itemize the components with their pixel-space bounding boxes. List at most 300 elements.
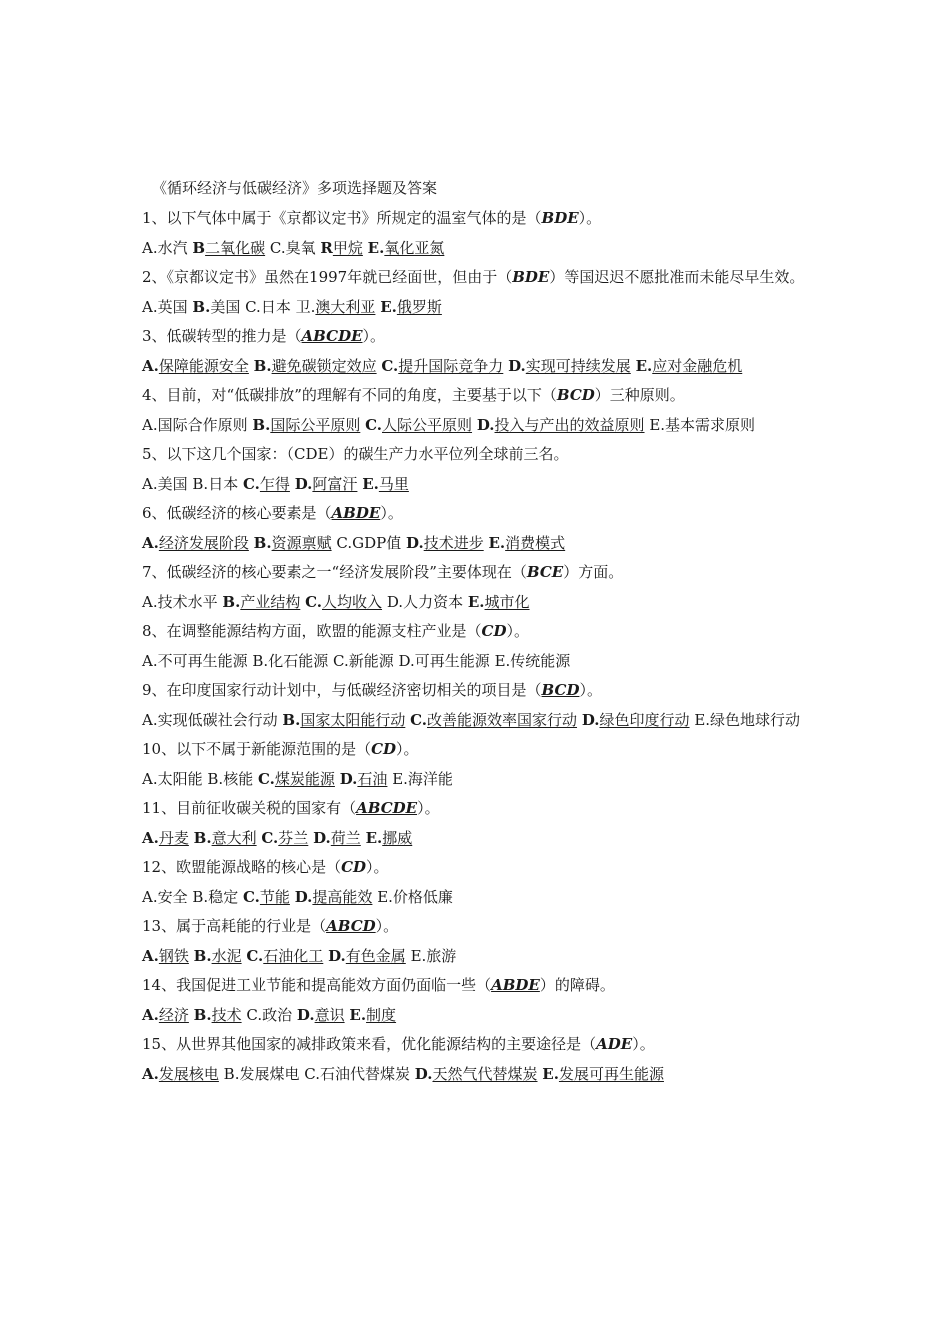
- options-row: [142, 471, 812, 497]
- option-text: 消费模式: [505, 534, 566, 552]
- option-text: 化石能源: [268, 652, 329, 670]
- question-3: [142, 323, 812, 349]
- option-text: 海洋能: [407, 770, 453, 788]
- option-text: 资源禀赋: [271, 534, 332, 552]
- option-item: [192, 888, 238, 906]
- option-item: [415, 1065, 538, 1083]
- option-letter: C.: [365, 416, 383, 434]
- option-letter: A.: [142, 239, 158, 257]
- question-text: 14、我国促进工业节能和提高能效方面仍面临一些（: [142, 976, 492, 994]
- option-text: 绿色地球行动: [710, 711, 801, 729]
- option-text: 日本: [208, 475, 239, 493]
- question-list: [142, 205, 812, 1087]
- option-text: 发展核电: [158, 1065, 219, 1083]
- option-item: [258, 770, 335, 788]
- option-item: [243, 888, 290, 906]
- option-letter: B.: [192, 888, 209, 906]
- option-item: [305, 593, 382, 611]
- option-item: [142, 829, 189, 847]
- option-item: [377, 888, 453, 906]
- question-7: [142, 559, 812, 585]
- option-letter: A.: [142, 298, 158, 316]
- option-item: [340, 770, 388, 788]
- option-letter: C.: [261, 829, 279, 847]
- option-text: 绿色印度行动: [599, 711, 690, 729]
- option-text: 安全: [157, 888, 188, 906]
- option-item: [194, 947, 242, 965]
- option-text: 实现可持续发展: [525, 357, 631, 375]
- option-letter: A.: [142, 1065, 159, 1083]
- option-letter: A.: [142, 534, 159, 552]
- option-letter: B.: [223, 1065, 240, 1083]
- option-text: 传统能源: [510, 652, 571, 670]
- option-text: 制度: [366, 1006, 397, 1024]
- option-item: [477, 416, 645, 434]
- option-item: [399, 652, 490, 670]
- option-text: 人际公平原则: [382, 416, 473, 434]
- option-text: 荷兰: [330, 829, 361, 847]
- option-text: 提升国际竞争力: [398, 357, 504, 375]
- option-text: 石油化工: [263, 947, 324, 965]
- option-text: 核能: [223, 770, 254, 788]
- option-letter: B.: [192, 475, 209, 493]
- option-letter: E.: [377, 888, 393, 906]
- option-letter: R: [320, 239, 333, 257]
- option-text: 意识: [314, 1006, 345, 1024]
- option-item: [254, 357, 377, 375]
- option-letter: E.: [380, 298, 397, 316]
- option-text: 挪威: [382, 829, 413, 847]
- question-text-end: ）等国迟迟不愿批准而未能尽早生效。: [549, 268, 805, 286]
- option-text: 芬兰: [278, 829, 309, 847]
- option-text: 天然气代替煤炭: [432, 1065, 538, 1083]
- option-letter: C.: [381, 357, 399, 375]
- options-row: [142, 884, 812, 910]
- question-text-end: ）。: [417, 799, 440, 817]
- option-item: [142, 475, 188, 493]
- question-text: 9、在印度国家行动计划中，与低碳经济密切相关的项目是（: [142, 681, 542, 699]
- question-text-end: ）的碳生产力水平位列全球前三名。: [328, 445, 569, 463]
- option-text: 提高能效: [312, 888, 373, 906]
- option-text: 城市化: [484, 593, 530, 611]
- answer-key: CD: [371, 740, 397, 758]
- option-item: [495, 652, 571, 670]
- option-letter: E.: [494, 652, 511, 670]
- answer-key: BCD: [541, 681, 580, 699]
- option-letter: C.: [333, 652, 349, 670]
- question-text-end: ）的障碍。: [539, 976, 615, 994]
- option-letter: A.: [142, 1006, 159, 1024]
- option-item: [142, 298, 188, 316]
- question-10: [142, 736, 812, 762]
- option-letter: C.: [243, 888, 260, 906]
- option-text: 政治: [262, 1006, 293, 1024]
- option-text: 实现低碳社会行动: [157, 711, 278, 729]
- option-item: [296, 298, 376, 316]
- option-item: [245, 298, 291, 316]
- option-item: [488, 534, 565, 552]
- option-text: 技术: [211, 1006, 242, 1024]
- option-text: 石油: [357, 770, 388, 788]
- option-item: [333, 652, 394, 670]
- option-text: 有色金属: [345, 947, 406, 965]
- option-letter: A.: [142, 416, 158, 434]
- question-6: [142, 500, 812, 526]
- answer-key: CD: [341, 858, 367, 876]
- option-letter: D.: [508, 357, 526, 375]
- option-text: 基本需求原则: [665, 416, 756, 434]
- answer-key: ABDE: [491, 976, 540, 994]
- option-text: 可再生能源: [414, 652, 490, 670]
- option-text: 石油代替煤炭: [319, 1065, 410, 1083]
- question-1: [142, 205, 812, 231]
- options-row: [142, 943, 812, 969]
- options-row: [142, 766, 812, 792]
- option-item: [508, 357, 631, 375]
- question-2: [142, 264, 812, 290]
- option-letter: C.: [245, 298, 261, 316]
- option-item: [349, 1006, 396, 1024]
- options-row: [142, 294, 812, 320]
- option-item: [649, 416, 755, 434]
- option-item: [582, 711, 690, 729]
- option-letter: B.: [252, 416, 271, 434]
- option-letter: A.: [142, 357, 159, 375]
- option-text: 丹麦: [158, 829, 189, 847]
- option-item: [336, 534, 401, 552]
- options-row: [142, 353, 812, 379]
- option-item: [410, 711, 577, 729]
- option-letter: C.: [246, 947, 264, 965]
- option-letter: D.: [414, 1065, 433, 1083]
- option-letter: E.: [694, 711, 711, 729]
- option-text: 国际公平原则: [270, 416, 361, 434]
- option-text: 甲烷: [332, 239, 363, 257]
- option-letter: A.: [142, 947, 159, 965]
- option-item: [192, 239, 265, 257]
- option-letter: C.: [410, 711, 428, 729]
- option-item: [142, 239, 188, 257]
- document-title: 《循环经济与低碳经济》多项选择题及答案: [152, 179, 438, 197]
- option-letter: B.: [253, 534, 272, 552]
- option-item: [192, 298, 240, 316]
- question-8: [142, 618, 812, 644]
- option-letter: D.: [405, 534, 424, 552]
- option-item: [246, 1006, 292, 1024]
- option-letter: B.: [193, 829, 212, 847]
- option-text: 英国: [157, 298, 188, 316]
- option-letter: D.: [328, 947, 346, 965]
- option-item: [542, 1065, 664, 1083]
- options-row: [142, 589, 812, 615]
- option-letter: D.: [339, 770, 358, 788]
- question-9: [142, 677, 812, 703]
- question-text-end: ）方面。: [563, 563, 624, 581]
- option-letter: A.: [142, 888, 158, 906]
- question-text-end: ）。: [366, 858, 389, 876]
- option-item: [142, 357, 249, 375]
- option-text: 经济发展阶段: [158, 534, 249, 552]
- option-letter: B.: [193, 947, 212, 965]
- answer-key: ADE: [596, 1035, 633, 1053]
- option-letter: D.: [386, 593, 404, 611]
- option-letter: A.: [142, 711, 158, 729]
- option-item: [362, 475, 409, 493]
- option-letter: D.: [313, 829, 331, 847]
- option-text: 国家太阳能行动: [300, 711, 406, 729]
- option-text: 国际合作原则: [157, 416, 248, 434]
- option-item: [224, 1065, 300, 1083]
- question-5: [142, 441, 812, 467]
- option-text: 不可再生能源: [157, 652, 248, 670]
- question-text: 12、欧盟能源战略的核心是（: [142, 858, 342, 876]
- answer-key: BDE: [541, 209, 579, 227]
- question-text: 15、从世界其他国家的减排政策来看，优化能源结构的主要途径是（: [142, 1035, 597, 1053]
- options-row: [142, 707, 812, 733]
- option-text: 钢铁: [158, 947, 189, 965]
- question-13: [142, 913, 812, 939]
- question-text: 6、低碳经济的核心要素是（: [142, 504, 332, 522]
- option-text: 乍得: [259, 475, 290, 493]
- question-text: 7、低碳经济的核心要素之一“经济发展阶段”主要体现在（: [142, 563, 527, 581]
- option-text: 节能: [259, 888, 290, 906]
- option-text: 技术水平: [157, 593, 218, 611]
- option-letter: E.: [392, 770, 408, 788]
- question-text: 8、在调整能源结构方面，欧盟的能源支柱产业是（: [142, 622, 482, 640]
- option-letter: E.: [542, 1065, 559, 1083]
- option-letter: A.: [142, 475, 158, 493]
- options-row: [142, 1061, 812, 1087]
- option-text: 投入与产出的效益原则: [494, 416, 645, 434]
- option-item: [194, 829, 257, 847]
- answer-key: ABCDE: [301, 327, 363, 345]
- question-text-end: ）。: [362, 327, 386, 345]
- option-letter: B.: [193, 1006, 212, 1024]
- options-row: [142, 235, 812, 261]
- question-12: [142, 854, 812, 880]
- options-row: [142, 530, 812, 556]
- option-item: [192, 475, 238, 493]
- question-text-end: ）三种原则。: [594, 386, 685, 404]
- option-text: 美国: [210, 298, 241, 316]
- option-text: 人力资本: [403, 593, 464, 611]
- option-text: 技术进步: [423, 534, 484, 552]
- option-text: 俄罗斯: [396, 298, 442, 316]
- option-letter: E.: [488, 534, 506, 552]
- question-text-end: ）。: [579, 681, 602, 699]
- option-item: [387, 593, 463, 611]
- question-text: 5、以下这几个国家：（: [142, 445, 295, 463]
- question-text-end: ）。: [375, 917, 399, 935]
- option-item: [304, 1065, 410, 1083]
- option-item: [261, 829, 308, 847]
- option-letter: D.: [294, 475, 313, 493]
- option-text: 价格低廉: [392, 888, 453, 906]
- answer-key: ABCD: [326, 917, 376, 935]
- question-text-end: ）。: [506, 622, 530, 640]
- answer-key: ABCDE: [356, 799, 418, 817]
- option-item: [142, 593, 218, 611]
- option-item: [411, 947, 457, 965]
- option-item: [142, 416, 248, 434]
- option-item: [252, 652, 328, 670]
- option-letter: C.: [304, 1065, 320, 1083]
- option-text: 改善能源效率国家行动: [427, 711, 578, 729]
- option-letter: E.: [649, 416, 666, 434]
- option-text: 美国: [157, 475, 188, 493]
- option-item: [366, 829, 413, 847]
- option-item: [313, 829, 361, 847]
- option-text: 水汽: [157, 239, 188, 257]
- question-text: 10、以下不属于新能源范围的是（: [142, 740, 372, 758]
- option-letter: C.: [336, 534, 353, 552]
- answer-key: CD: [481, 622, 507, 640]
- option-letter: C.: [243, 475, 260, 493]
- option-text: 澳大利亚: [315, 298, 376, 316]
- option-letter: E.: [362, 475, 379, 493]
- option-item: [297, 1006, 345, 1024]
- option-letter: A.: [142, 593, 158, 611]
- option-letter: A.: [142, 652, 158, 670]
- question-text-end: ）。: [632, 1035, 655, 1053]
- option-text: 二氧化碳: [205, 239, 266, 257]
- option-item: [252, 416, 360, 434]
- option-text: 新能源: [348, 652, 394, 670]
- option-letter: B.: [252, 652, 269, 670]
- question-11: [142, 795, 812, 821]
- option-item: [142, 711, 278, 729]
- option-letter: B.: [207, 770, 224, 788]
- option-item: [392, 770, 453, 788]
- question-text-end: ）。: [578, 209, 602, 227]
- option-letter: D.: [476, 416, 495, 434]
- options-row: [142, 1002, 812, 1028]
- option-text: 臭氧: [285, 239, 316, 257]
- answer-key: BDE: [512, 268, 550, 286]
- option-item: [328, 947, 406, 965]
- option-item: [142, 1006, 189, 1024]
- answer-key: CDE: [294, 445, 329, 463]
- option-letter: B: [192, 239, 206, 257]
- answer-key: BCE: [526, 563, 564, 581]
- option-letter: E.: [367, 239, 385, 257]
- option-text: 马里: [378, 475, 409, 493]
- option-item: [142, 888, 188, 906]
- option-letter: B.: [222, 593, 241, 611]
- answer-key: ABDE: [331, 504, 381, 522]
- option-letter: E.: [349, 1006, 367, 1024]
- option-item: [381, 357, 503, 375]
- question-text: 1、以下气体中属于《京都议定书》所规定的温室气体的是（: [142, 209, 542, 227]
- option-text: 日本: [260, 298, 291, 316]
- option-item: [365, 416, 472, 434]
- option-text: 发展可再生能源: [558, 1065, 664, 1083]
- option-letter: A.: [142, 829, 159, 847]
- question-14: [142, 972, 812, 998]
- question-15: [142, 1031, 812, 1057]
- answer-key: BCD: [556, 386, 595, 404]
- option-item: [222, 593, 300, 611]
- option-item: [320, 239, 362, 257]
- option-letter: D.: [398, 652, 415, 670]
- option-text: 人均收入: [322, 593, 383, 611]
- option-item: [406, 534, 484, 552]
- option-text: 发展煤电: [239, 1065, 300, 1083]
- option-text: 氧化亚氮: [384, 239, 445, 257]
- option-item: [282, 711, 405, 729]
- option-item: [295, 475, 358, 493]
- question-text: 3、低碳转型的推力是（: [142, 327, 302, 345]
- question-text: 13、属于高耗能的行业是（: [142, 917, 327, 935]
- option-item: [194, 1006, 242, 1024]
- option-letter: 卫.: [295, 298, 316, 316]
- option-item: [270, 239, 316, 257]
- option-item: [246, 947, 323, 965]
- option-item: [142, 534, 249, 552]
- option-letter: C.: [246, 1006, 263, 1024]
- option-letter: C.: [305, 593, 323, 611]
- document-page: [142, 174, 812, 1087]
- option-letter: B.: [282, 711, 301, 729]
- option-text: 应对金融危机: [652, 357, 743, 375]
- option-text: 意大利: [211, 829, 257, 847]
- option-item: [243, 475, 290, 493]
- option-item: [142, 947, 189, 965]
- question-text: 2、《京都议定书》虽然在1997年就已经面世，但由于（: [142, 268, 513, 286]
- option-letter: E.: [365, 829, 383, 847]
- option-item: [368, 239, 445, 257]
- option-item: [295, 888, 373, 906]
- option-text: 避免碳锁定效应: [271, 357, 377, 375]
- option-letter: E.: [467, 593, 485, 611]
- option-text: 稳定: [208, 888, 239, 906]
- option-letter: D.: [294, 888, 313, 906]
- option-text: 旅游: [426, 947, 457, 965]
- option-letter: B.: [253, 357, 272, 375]
- options-row: [142, 825, 812, 851]
- option-item: [254, 534, 332, 552]
- option-letter: C.: [258, 770, 275, 788]
- option-letter: C.: [269, 239, 286, 257]
- option-text: 阿富汗: [312, 475, 358, 493]
- option-text: 煤炭能源: [274, 770, 335, 788]
- option-item: [142, 770, 203, 788]
- option-text: 产业结构: [240, 593, 301, 611]
- option-letter: A.: [142, 770, 158, 788]
- options-row: [142, 412, 812, 438]
- question-text-end: ）。: [380, 504, 403, 522]
- option-letter: E.: [410, 947, 427, 965]
- option-letter: E.: [635, 357, 653, 375]
- option-item: [694, 711, 800, 729]
- option-text: 水泥: [211, 947, 242, 965]
- option-item: [207, 770, 253, 788]
- option-text: GDP值: [352, 534, 402, 552]
- options-row: [142, 648, 812, 674]
- option-letter: D.: [296, 1006, 315, 1024]
- option-letter: B.: [192, 298, 211, 316]
- question-text: 4、目前，对“低碳排放”的理解有不同的角度，主要基于以下（: [142, 386, 557, 404]
- option-text: 太阳能: [157, 770, 203, 788]
- option-item: [468, 593, 530, 611]
- option-text: 经济: [158, 1006, 189, 1024]
- option-letter: D.: [581, 711, 600, 729]
- option-item: [142, 652, 248, 670]
- option-text: 保障能源安全: [158, 357, 249, 375]
- option-item: [636, 357, 743, 375]
- option-item: [142, 1065, 219, 1083]
- question-text: 11、目前征收碳关税的国家有（: [142, 799, 357, 817]
